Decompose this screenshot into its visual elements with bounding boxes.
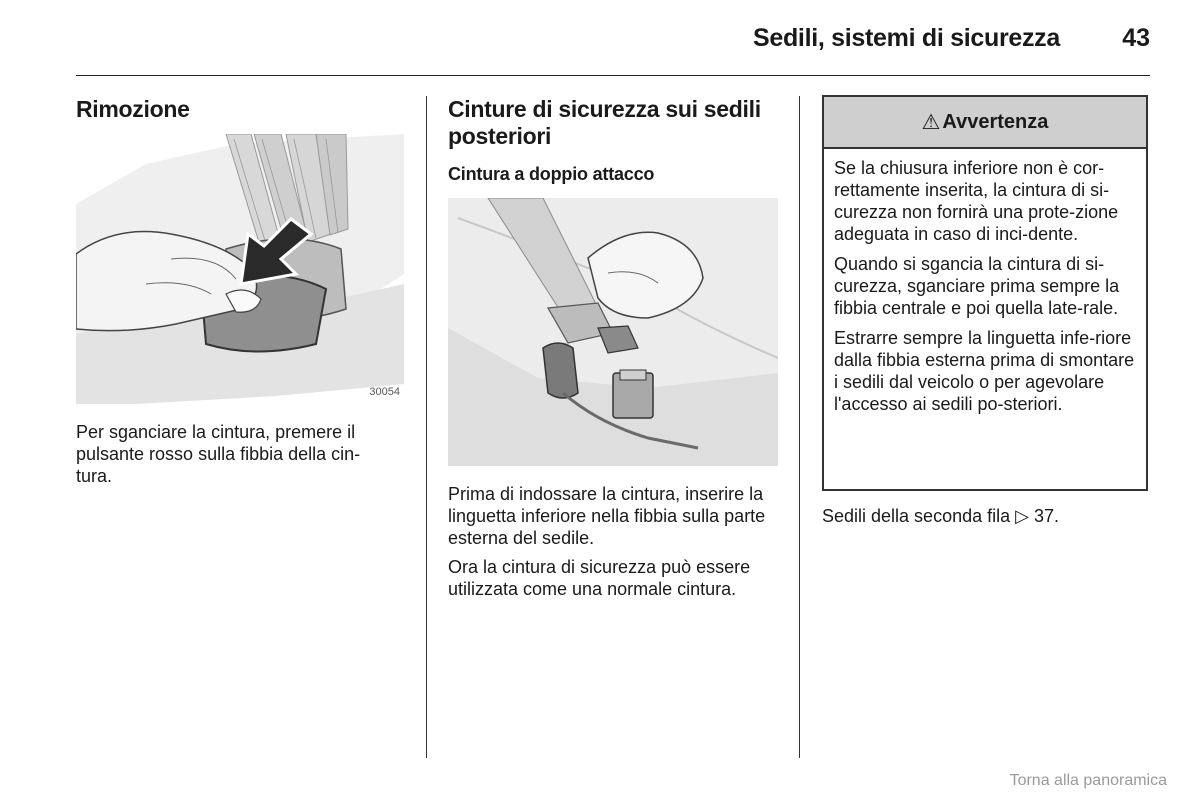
back-to-overview-link[interactable]: Torna alla panoramica	[1009, 772, 1167, 789]
column-divider-2	[799, 96, 800, 758]
cross-reference-text: Sedili della seconda fila	[822, 506, 1011, 526]
column-1	[76, 96, 406, 123]
figure-number: 30054	[369, 386, 400, 398]
section-heading-rimozione: Rimozione	[76, 96, 190, 122]
column-divider-1	[426, 96, 427, 758]
paragraph-release: Per sganciare la cintura, premere il pulsante rosso sulla fibbia della cin-tura.	[76, 422, 361, 486]
page-number: 43	[1122, 24, 1150, 52]
buckle-release-illustration	[76, 134, 404, 404]
section-heading-rear-belts: Cinture di sicurezza sui sedili posteriori	[448, 96, 761, 149]
cross-reference[interactable]	[822, 505, 1059, 527]
warning-paragraph: Se la chiusura inferiore non è cor-rettamente inserita, la cintura di si-curezza non fornirà una prote-zione adeguata in caso di inci-dente.	[834, 158, 1119, 244]
header-title: Sedili, sistemi di sicurezza	[752, 24, 1060, 52]
warning-title: Avvertenza	[942, 110, 1049, 133]
header-divider	[76, 75, 1150, 76]
column-2	[448, 96, 778, 185]
warning-triangle-icon: ⚠	[921, 110, 941, 134]
subheading-double-anchor: Cintura a doppio attacco	[448, 164, 655, 184]
figure-buckle-release	[76, 134, 404, 404]
warning-paragraph: Estrarre sempre la linguetta infe-riore dalla fibbia esterna prima di smontare i sedili dal veicolo o per agevolare l'accesso ai sedili po-steriori.	[834, 328, 1135, 414]
figure-double-anchor-belt	[448, 198, 778, 466]
reference-arrow-icon: ▷	[1015, 506, 1029, 526]
warning-body	[824, 149, 1146, 415]
paragraph-normal-use: Ora la cintura di sicurezza può essere utilizzata come una normale cintura.	[448, 557, 751, 599]
warning-box	[822, 95, 1148, 491]
warning-paragraph: Quando si sgancia la cintura di si-curezza, sganciare prima sempre la fibbia centrale e poi quella late-rale.	[834, 254, 1120, 318]
cross-reference-page: 37.	[1034, 506, 1060, 526]
double-anchor-illustration	[448, 198, 778, 466]
paragraph-insert-tongue: Prima di indossare la cintura, inserire la linguetta inferiore nella fibbia sulla parte esterna del sedile.	[448, 484, 766, 548]
warning-header	[824, 97, 1146, 149]
